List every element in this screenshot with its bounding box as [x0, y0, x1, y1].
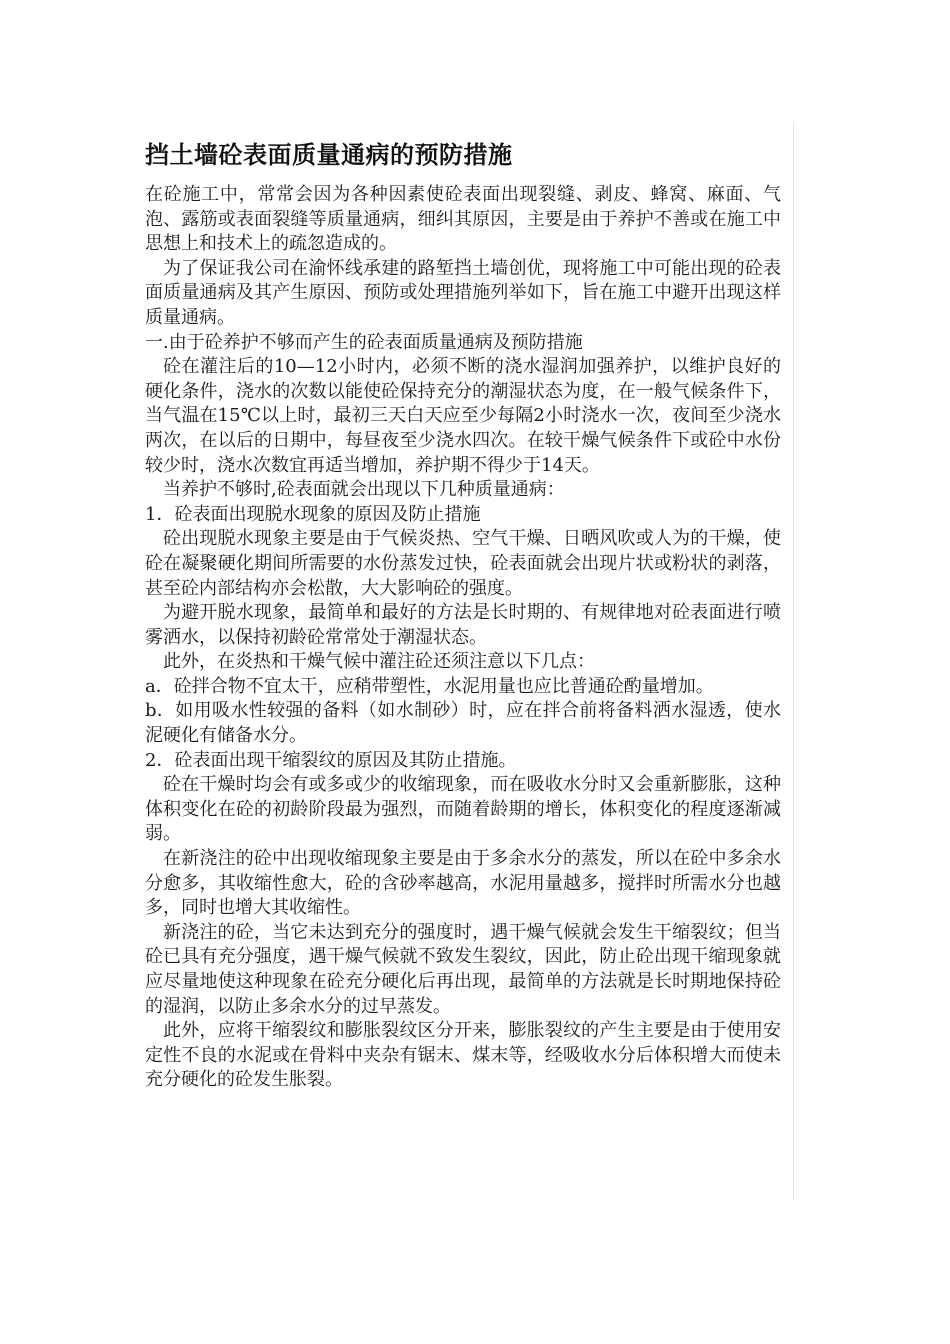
paragraph: 当养护不够时,砼表面就会出现以下几种质量通病：: [163, 479, 565, 501]
paragraph: 砼出现脱水现象主要是由于气候炎热、空气干燥、日晒风吹或人为的干燥，使砼在凝聚硬化期间所需要的水份蒸发过快，砼表面就会出现片状或粉状的剥落，甚至砼内部结构亦会松散，大大影响砼的强度。: [145, 528, 781, 599]
paragraph: 1．砼表面出现脱水现象的原因及防止措施: [145, 503, 481, 525]
paragraph: 在新浇注的砼中出现收缩现象主要是由于多余水分的蒸发，所以在砼中多余水分愈多，其收缩性愈大，砼的含砂率越高，水泥用量越多，搅拌时所需水分也越多，同时也增大其收缩性。: [145, 848, 781, 919]
paragraph-list: [145, 183, 781, 1093]
paragraph: a．砼拌合物不宜太干，应稍带塑性，水泥用量也应比普通砼酌量增加。: [145, 675, 714, 697]
page-edge-rule: [793, 122, 794, 1200]
paragraph: 新浇注的砼，当它未达到充分的强度时，遇干燥气候就会发生干缩裂纹；但当砼已具有充分强度，遇干燥气候就不致发生裂纹，因此，防止砼出现干缩现象就应尽量地使这种现象在砼充分硬化后再出现，最简单的方法就是长时期地保持砼的湿润，以防止多余水分的过早蒸发。: [145, 921, 781, 1017]
paragraph: 此外，应将干缩裂纹和膨胀裂纹区分开来，膨胀裂纹的产生主要是由于使用安定性不良的水泥或在骨料中夹杂有锯末、煤末等，经吸收水分后体积增大而使未充分硬化的砼发生胀裂。: [145, 1020, 781, 1091]
paragraph: 2．砼表面出现干缩裂纹的原因及其防止措施。: [145, 749, 517, 771]
document-title: 挡土墙砼表面质量通病的预防措施: [145, 141, 513, 169]
paragraph: 砼在灌注后的10—12小时内，必须不断的浇水湿润加强养护，以维护良好的硬化条件，浇水的次数以能使砼保持充分的潮湿状态为度，在一般气候条件下，当气温在15℃以上时，最初三天白天应至少每隔2小时浇水一次，夜间至少浇水两次，在以后的日期中，每昼夜至少浇水四次。在较干燥气候条件下或砼中水份较少时，浇水次数宜再适当增加，养护期不得少于14天。: [145, 356, 781, 476]
paragraph: b．如用吸水性较强的备料（如水制砂）时，应在拌合前将备料洒水湿透，使水泥硬化有储备水分。: [145, 700, 781, 747]
paragraph: 为避开脱水现象，最简单和最好的方法是长时期的、有规律地对砼表面进行喷雾洒水，以保持初龄砼常常处于潮湿状态。: [145, 602, 781, 648]
document-body: [145, 137, 781, 1093]
paragraph: 为了保证我公司在渝怀线承建的路堑挡土墙创优，现将施工中可能出现的砼表面质量通病及其产生原因、预防或处理措施列举如下，旨在施工中避开出现这样质量通病。: [145, 257, 781, 328]
paragraph: 一.由于砼养护不够而产生的砼表面质量通病及预防措施: [145, 331, 583, 353]
paragraph: 此外，在炎热和干燥气候中灌注砼还须注意以下几点：: [163, 651, 595, 673]
paragraph: 砼在干燥时均会有或多或少的收缩现象，而在吸收水分时又会重新膨胀，这种体积变化在砼的初龄阶段最为强烈，而随着龄期的增长，体积变化的程度逐渐减弱。: [145, 774, 781, 845]
paragraph: 在砼施工中，常常会因为各种因素使砼表面出现裂缝、剥皮、蜂窝、麻面、气泡、露筋或表面裂缝等质量通病，细纠其原因，主要是由于养护不善或在施工中思想上和技术上的疏忽造成的。: [145, 184, 781, 255]
